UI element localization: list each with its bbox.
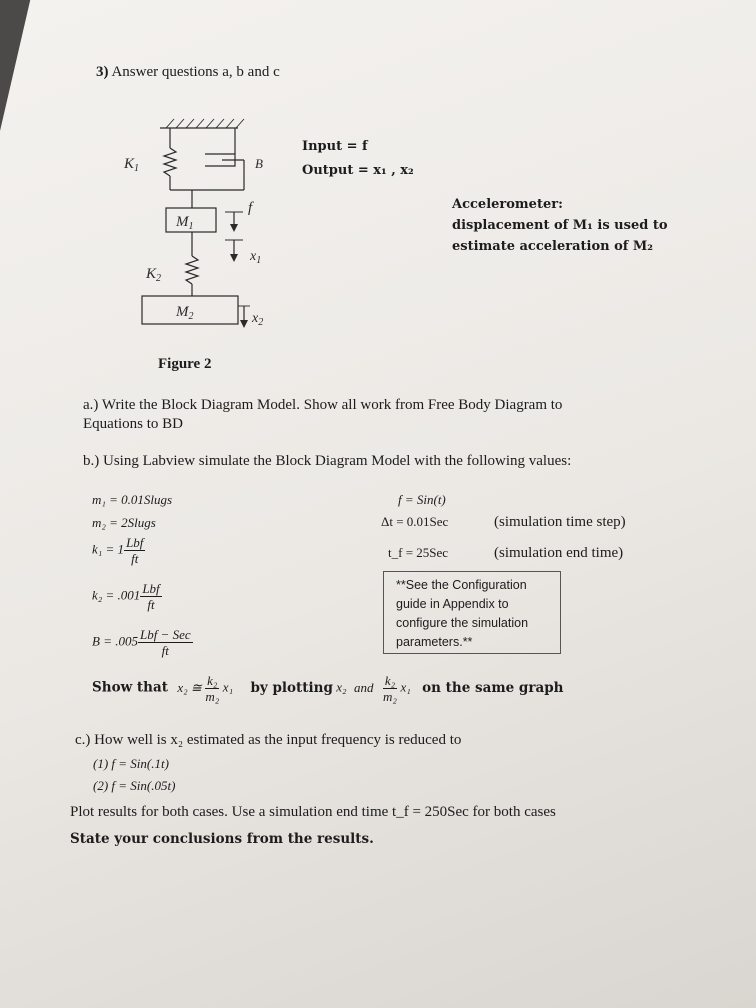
param-k2-num: Lbf	[142, 581, 160, 596]
k2-over-m2-fraction	[205, 673, 219, 704]
config-note-line-4: parameters.**	[396, 635, 473, 649]
label-k1: $K_1$	[124, 156, 140, 174]
label-x1: $x_1$	[250, 249, 262, 266]
question-b-intro: b.) Using Labview simulate the Block Diagram Model with the following values:	[83, 453, 572, 469]
label-m2: $M_2$	[176, 304, 194, 322]
question-c-case-2: (2) f = Sin(.05t)	[93, 778, 176, 793]
question-a	[83, 396, 562, 434]
param-k2-fraction	[140, 581, 161, 612]
same-graph-label: on the same graph	[422, 679, 564, 696]
question-c-case-1: (1) f = Sin(.1t)	[93, 756, 169, 771]
label-m1: $M_1$	[176, 214, 194, 232]
label-x2: $x_2$	[252, 311, 264, 328]
config-note-line-3: configure the simulation	[396, 616, 529, 630]
param-k2-lhs: k₂ = .001	[92, 587, 141, 603]
param-b-den: ft	[161, 643, 169, 658]
x1-term: x₁	[222, 679, 234, 695]
figure-caption: Figure 2	[158, 356, 212, 372]
accelerometer-line-2: estimate acceleration of M₂	[452, 239, 653, 254]
x2-approx: x₂ ≅	[177, 679, 202, 695]
x2-term: x₂	[336, 679, 347, 695]
frac-num-2: k₂	[384, 673, 396, 688]
output-label: Output = x₁ , x₂	[302, 163, 414, 178]
and-label: and	[353, 679, 374, 695]
spring-k2	[186, 256, 198, 284]
mass-spring-diagram	[110, 108, 300, 343]
param-tf: t_f = 25Sec	[388, 545, 449, 560]
label-k2: $K_2$	[146, 266, 162, 284]
param-dt: Δt = 0.01Sec	[381, 514, 449, 529]
frac-num: k₂	[207, 673, 218, 688]
param-m1: m₁ = 0.01Slugs	[92, 492, 173, 507]
param-tf-note: (simulation end time)	[494, 545, 624, 561]
param-f: f = Sin(t)	[398, 492, 446, 507]
show-that-line	[92, 673, 564, 704]
question-number: 3)	[96, 64, 109, 80]
ceiling-hatch	[166, 119, 244, 128]
input-label: Input = f	[302, 139, 368, 154]
question-c-line-1: c.) How well is x₂ estimated as the input frequency is reduced to	[75, 732, 462, 748]
param-k1	[92, 535, 145, 566]
k2-over-m2-fraction-2	[383, 673, 397, 704]
param-k1-num: Lbf	[126, 535, 144, 550]
param-b-lhs: B = .005	[92, 633, 138, 649]
label-b: B	[255, 156, 263, 171]
config-note-line-2: guide in Appendix to	[396, 597, 509, 611]
param-b	[92, 627, 193, 658]
question-c-conclusion: State your conclusions from the results.	[70, 831, 374, 847]
frac-den-2: m₂	[383, 689, 397, 704]
accelerometer-line-1: displacement of M₁ is used to	[452, 218, 668, 233]
param-dt-note: (simulation time step)	[494, 514, 626, 530]
question-a-line-2: Equations to BD	[83, 416, 183, 432]
param-k1-lhs: k₁ = 1	[92, 541, 125, 557]
question-header-text: Answer questions a, b and c	[111, 64, 280, 80]
param-m2: m₂ = 2Slugs	[92, 515, 156, 530]
frac-den: m₂	[205, 689, 220, 704]
configuration-note	[383, 571, 561, 654]
question-c-plot-text: Plot results for both cases. Use a simulation end time t_f = 250Sec for both cases	[70, 804, 556, 820]
param-b-num: Lbf − Sec	[139, 627, 191, 642]
param-b-fraction	[138, 627, 193, 658]
question-3-header	[96, 64, 280, 81]
param-k1-fraction	[124, 535, 145, 566]
by-plotting-label: by plotting	[250, 679, 333, 696]
spring-k1	[164, 148, 176, 176]
x1-term-2: x₁	[400, 679, 411, 695]
show-that-label: Show that	[92, 679, 168, 696]
label-f: f	[248, 200, 253, 216]
accelerometer-block	[452, 194, 668, 257]
param-k2-den: ft	[147, 597, 155, 612]
config-note-line-1: **See the Configuration	[396, 578, 527, 592]
param-k1-den: ft	[131, 551, 139, 566]
question-a-line-1: a.) Write the Block Diagram Model. Show all work from Free Body Diagram to	[83, 397, 563, 413]
param-k2	[92, 581, 162, 612]
accelerometer-title: Accelerometer:	[452, 197, 563, 212]
